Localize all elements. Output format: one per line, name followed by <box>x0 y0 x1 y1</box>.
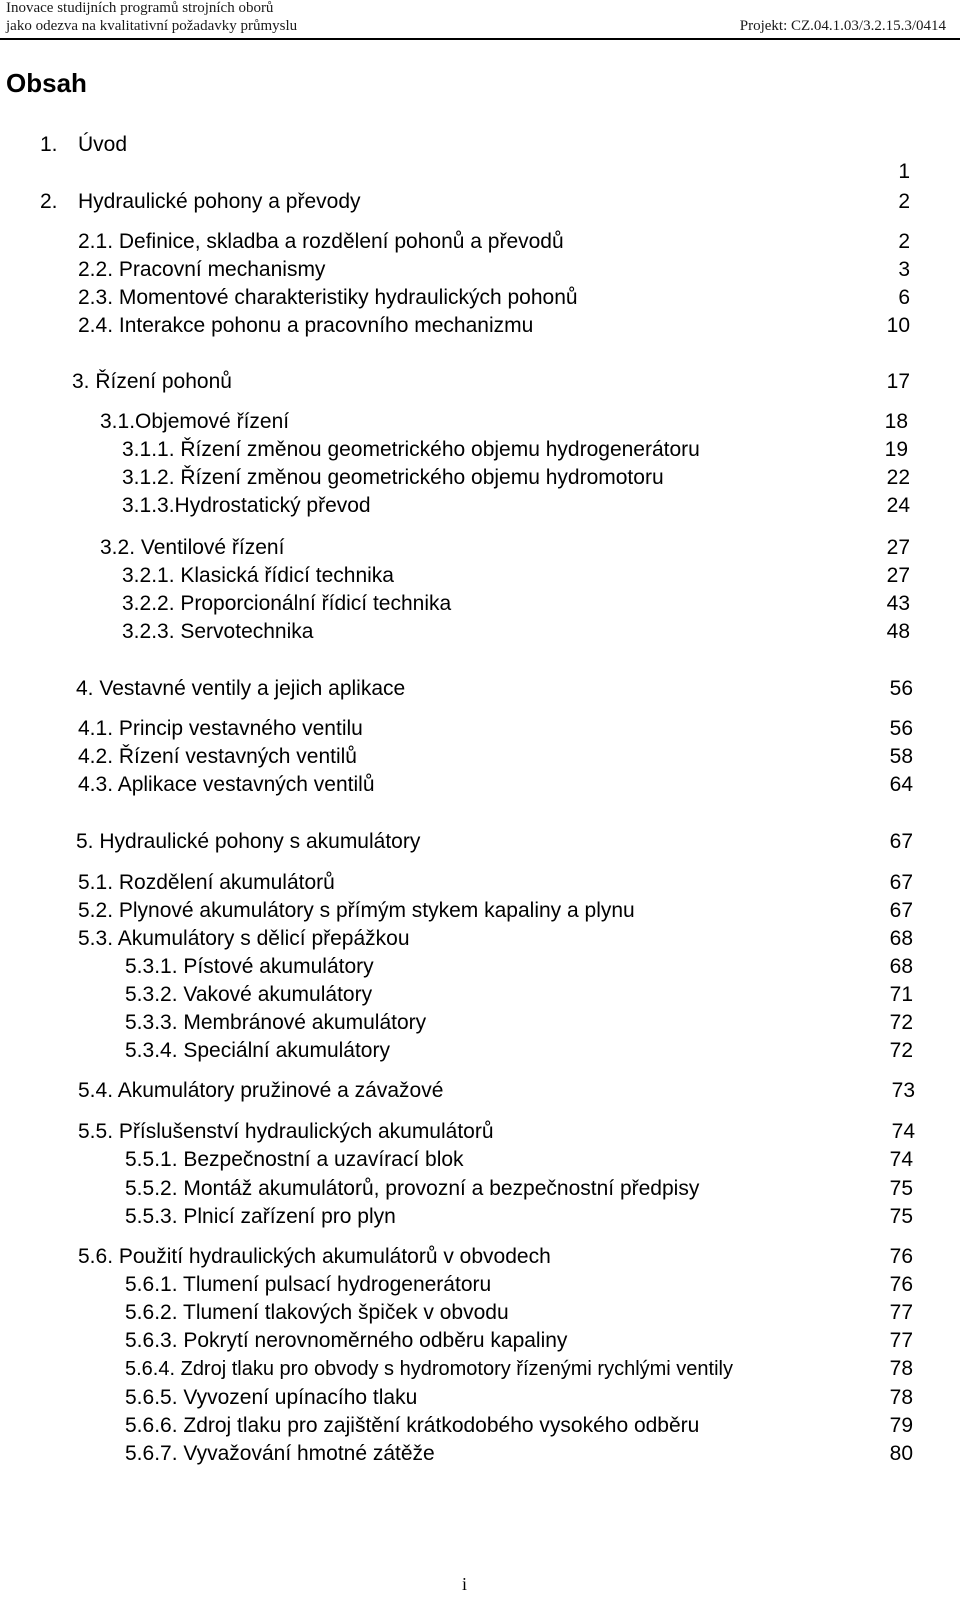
toc-entry-page: 72 <box>889 1011 913 1034</box>
toc-entry-title: 5.5.2. Montáž akumulátorů, provozní a bezpečnostní předpisy <box>125 1177 700 1200</box>
toc-entry-title: 2.3. Momentové charakteristiky hydraulických pohonů <box>78 286 578 309</box>
toc-entry-title: 4. Vestavné ventily a jejich aplikace <box>76 677 406 700</box>
header-program-subtitle: jako odezva na kvalitativní požadavky průmyslu <box>6 18 298 34</box>
toc-entry-title: 5.6.1. Tlumení pulsací hydrogenerátoru <box>125 1273 492 1296</box>
toc-entry-page: 27 <box>886 536 910 559</box>
toc-entry-page: 73 <box>891 1079 915 1102</box>
toc-entry-page: 77 <box>889 1301 913 1324</box>
toc-entry-title: 3.2.1. Klasická řídicí technika <box>122 564 394 587</box>
toc-entry-page: 6 <box>898 286 910 309</box>
toc-entry-page: 71 <box>889 983 913 1006</box>
toc-entry-page: 10 <box>886 314 910 337</box>
toc-entry-title: 3.1.1. Řízení změnou geometrického objemu hydrogenerátoru <box>122 438 700 461</box>
toc-entry-title: 5.3.2. Vakové akumulátory <box>125 983 373 1006</box>
toc-entry-page: 43 <box>886 592 910 615</box>
toc-entry-page: 76 <box>889 1273 913 1296</box>
toc-entry-title: 5.1. Rozdělení akumulátorů <box>78 871 335 894</box>
toc-entry-page: 22 <box>886 466 910 489</box>
toc-entry-page: 18 <box>884 410 908 433</box>
toc-entry-title: 5.3. Akumulátory s dělicí přepážkou <box>78 927 410 950</box>
toc-entry-page: 2 <box>898 230 910 253</box>
page-number: i <box>462 1574 468 1594</box>
toc-entry-page: 78 <box>889 1357 913 1380</box>
toc-entry-page: 56 <box>889 717 913 740</box>
toc-entry-title: 5.5.1. Bezpečnostní a uzavírací blok <box>125 1148 464 1171</box>
toc-entry-title: 5.2. Plynové akumulátory s přímým stykem kapaliny a plynu <box>78 899 635 922</box>
toc-entry-number: 2. <box>40 190 58 213</box>
toc-entry-title: 5.6.5. Vyvození upínacího tlaku <box>125 1386 418 1409</box>
toc-entry-title: 3.2.2. Proporcionální řídicí technika <box>122 592 452 615</box>
toc-entry-page: 76 <box>889 1245 913 1268</box>
toc-entry-page: 79 <box>889 1414 913 1437</box>
toc-entry-title: 5.6.3. Pokrytí nerovnoměrného odběru kapaliny <box>125 1329 568 1352</box>
toc-entry-title: 5.4. Akumulátory pružinové a závažové <box>78 1079 444 1102</box>
toc-entry-page: 75 <box>889 1177 913 1200</box>
toc-entry-page: 72 <box>889 1039 913 1062</box>
toc-entry-title: 5.5. Příslušenství hydraulických akumulátorů <box>78 1120 494 1143</box>
toc-entry-page: 74 <box>891 1120 915 1143</box>
toc-entry-page: 67 <box>889 871 913 894</box>
toc-entry-page: 17 <box>886 370 910 393</box>
toc-entry-title: 3.1.2. Řízení změnou geometrického objemu hydromotoru <box>122 466 664 489</box>
page-title: Obsah <box>6 68 87 98</box>
toc-entry-title: 3.2. Ventilové řízení <box>100 536 285 559</box>
header-program-title: Inovace studijních programů strojních oborů <box>6 0 274 16</box>
toc-entry-title: 2.2. Pracovní mechanismy <box>78 258 326 281</box>
toc-entry-title: 2.1. Definice, skladba a rozdělení pohonů a převodů <box>78 230 564 253</box>
toc-entry-page: 80 <box>889 1442 913 1465</box>
toc-entry-title: 4.1. Princip vestavného ventilu <box>78 717 363 740</box>
toc-entry-title: 5.6.6. Zdroj tlaku pro zajištění krátkodobého vysokého odběru <box>125 1414 700 1437</box>
toc-entry-page: 68 <box>889 927 913 950</box>
toc-entry-page: 67 <box>889 899 913 922</box>
toc-entry-page: 74 <box>889 1148 913 1171</box>
toc-entry-title: 3. Řízení pohonů <box>72 370 232 393</box>
toc-entry-page: 68 <box>889 955 913 978</box>
toc-entry-title: 5.3.3. Membránové akumulátory <box>125 1011 427 1034</box>
toc-entry-title: 3.2.3. Servotechnika <box>122 620 314 643</box>
toc-entry-title: 4.3. Aplikace vestavných ventilů <box>78 773 375 796</box>
toc-entry-title: 3.1.Objemové řízení <box>100 410 290 433</box>
toc-entry-page: 48 <box>886 620 910 643</box>
toc-entry-page: 19 <box>884 438 908 461</box>
toc-entry-title: 3.1.3.Hydrostatický převod <box>122 494 371 517</box>
toc-entry-title: 5.3.4. Speciální akumulátory <box>125 1039 390 1062</box>
toc-entry-title: 5.6.7. Vyvažování hmotné zátěže <box>125 1442 435 1465</box>
toc-entry-page: 78 <box>889 1386 913 1409</box>
header-project-id: Projekt: CZ.04.1.03/3.2.15.3/0414 <box>739 18 946 34</box>
toc-entry-title: 5.3.1. Pístové akumulátory <box>125 955 374 978</box>
toc-entry-title: Hydraulické pohony a převody <box>78 190 361 213</box>
toc-entry-title: Úvod <box>78 133 128 156</box>
toc-entry-page: 56 <box>889 677 913 700</box>
toc-entry-page: 67 <box>889 830 913 853</box>
toc-entry-page: 3 <box>898 258 910 281</box>
toc-entry-title: 5.6.4. Zdroj tlaku pro obvody s hydromotory řízenými rychlými ventily <box>125 1358 733 1380</box>
toc-entry-title: 5. Hydraulické pohony s akumulátory <box>76 830 421 853</box>
toc-entry-title: 2.4. Interakce pohonu a pracovního mechanizmu <box>78 314 534 337</box>
toc-entry-number: 1. <box>40 133 58 156</box>
toc-entry-page: 64 <box>889 773 913 796</box>
toc-entry-page: 27 <box>886 564 910 587</box>
toc-entry-page: 77 <box>889 1329 913 1352</box>
toc-entry-page: 58 <box>889 745 913 768</box>
toc-entry-page: 2 <box>898 190 910 213</box>
toc-entry-title: 5.6. Použití hydraulických akumulátorů v obvodech <box>78 1245 551 1268</box>
toc-entry-page: 75 <box>889 1205 913 1228</box>
toc-entry-page: 24 <box>886 494 910 517</box>
toc-entry-page: 1 <box>898 160 910 183</box>
toc-entry-title: 4.2. Řízení vestavných ventilů <box>78 745 357 768</box>
toc-entry-title: 5.5.3. Plnicí zařízení pro plyn <box>125 1205 396 1228</box>
toc-entry-title: 5.6.2. Tlumení tlakových špiček v obvodu <box>125 1301 509 1324</box>
